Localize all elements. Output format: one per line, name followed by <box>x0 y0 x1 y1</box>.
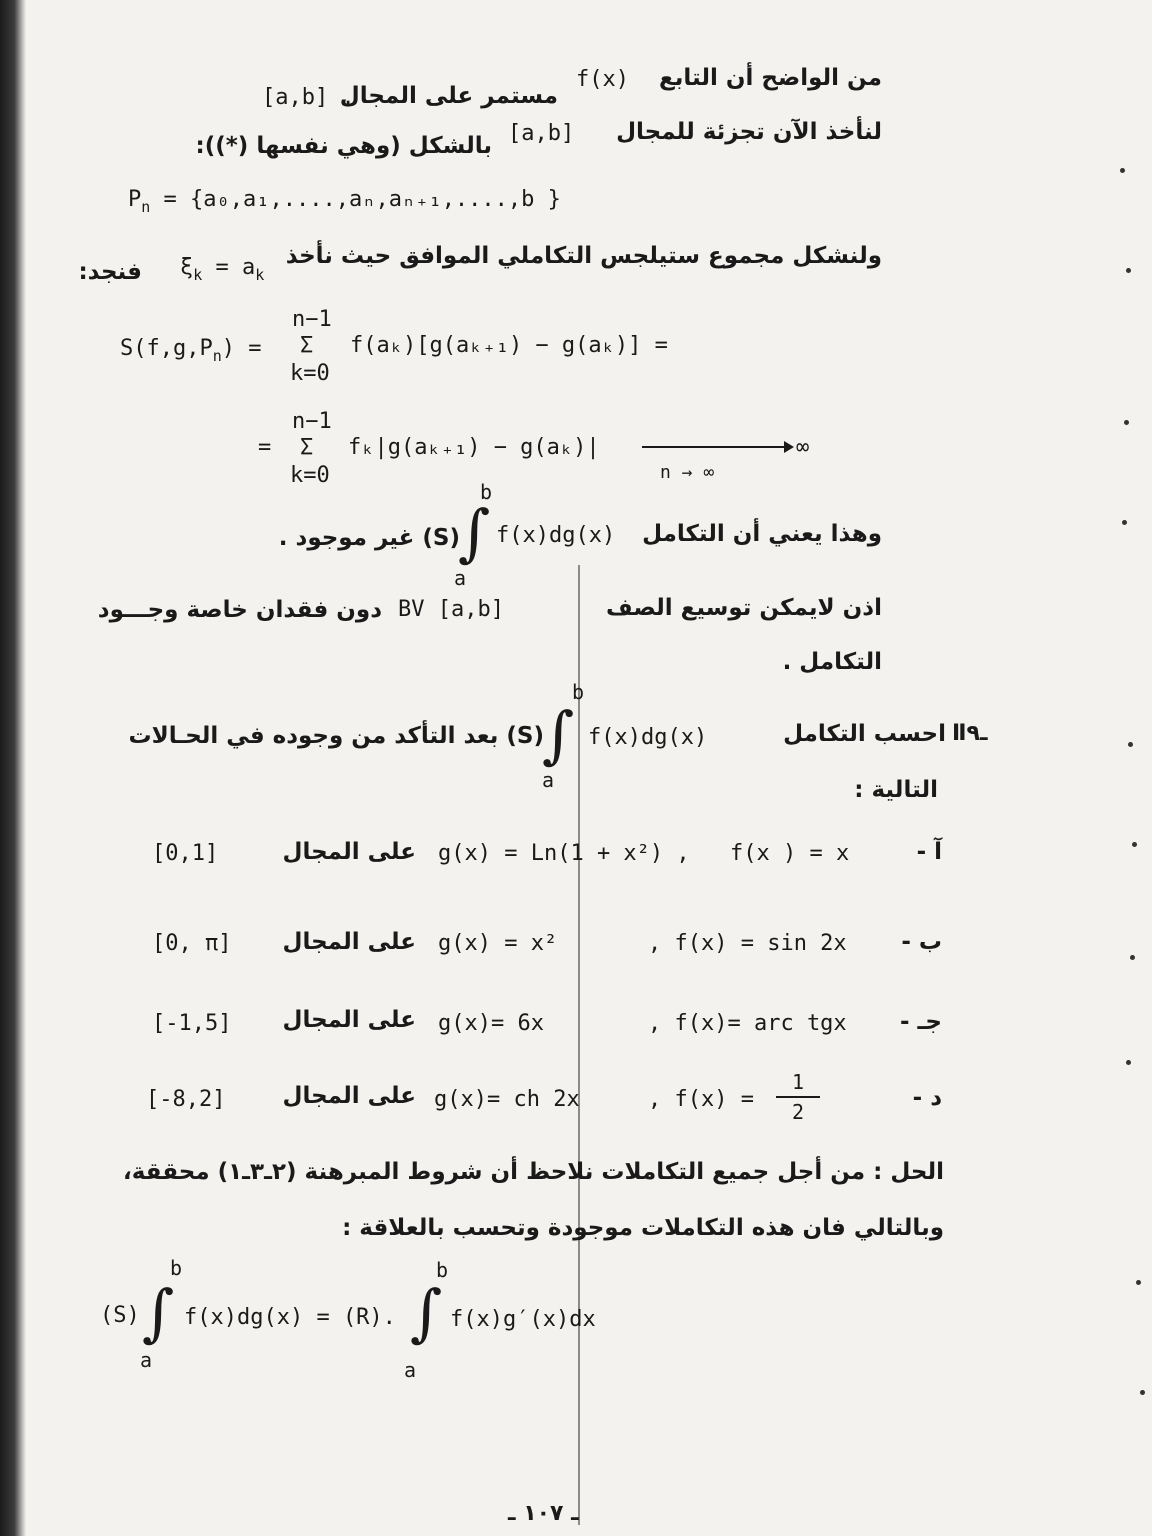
scan-speck <box>1126 268 1131 273</box>
case-b-g: g(x) = x² <box>438 931 558 956</box>
conclusion-tail: (S) غير موجود . <box>278 525 460 551</box>
scan-speck <box>1120 168 1125 173</box>
intro-line1-text: من الواضح أن التابع <box>659 65 882 91</box>
scan-speck <box>1140 1390 1145 1395</box>
case-c-g: g(x)= 6x <box>438 1011 544 1036</box>
case-d-fraction <box>776 1070 820 1124</box>
intro-line1-text2: مستمر على المجال <box>339 83 558 109</box>
case-d-g: g(x)= ch 2x <box>434 1087 580 1112</box>
scan-speck <box>1136 1280 1141 1285</box>
conclusion-text: وهذا يعني أن التكامل <box>642 521 882 547</box>
solution-line2: وبالتالي فان هذه التكاملات موجودة وتحسب بالعلاقة : <box>342 1215 944 1241</box>
limit-under: n → ∞ <box>660 462 715 483</box>
sum2-equals: = <box>258 435 272 460</box>
case-b-on: على المجال <box>282 929 416 955</box>
scan-speck <box>1122 520 1127 525</box>
solution-left-upper: b <box>170 1256 183 1280</box>
scan-speck <box>1128 742 1133 747</box>
solution-right-upper: b <box>436 1258 449 1282</box>
extend-text2: دون فقدان خاصة وجـــود <box>97 597 382 623</box>
case-c-label: جـ - <box>900 1009 942 1035</box>
exercise-text: احسب التكامل <box>783 721 946 747</box>
case-c-f: , f(x)= arc tgx <box>648 1011 847 1036</box>
extend-text: اذن لايمكن توسيع الصف <box>606 595 882 621</box>
limit-arrow <box>642 446 792 448</box>
intro-line2-interval: [a,b] <box>508 121 575 146</box>
exercise-lower: a <box>542 768 555 792</box>
extend-text3: التكامل . <box>782 649 882 675</box>
case-a-on: على المجال <box>282 839 416 865</box>
solution-left-label: (S) <box>100 1303 140 1328</box>
case-d-label: د - <box>912 1085 942 1111</box>
integral-sign: ∫ <box>458 496 491 569</box>
sum1-sigma: Σ <box>300 333 314 358</box>
sum1-upper: n−1 <box>292 307 332 332</box>
case-b-label: ب - <box>901 929 942 955</box>
exercise-upper: b <box>572 680 585 704</box>
conclusion-upper: b <box>480 480 493 504</box>
sum2-sigma: Σ <box>300 435 314 460</box>
fraction-numerator: 1 <box>791 1070 805 1094</box>
conclusion-integrand: f(x)dg(x) <box>496 523 616 548</box>
integral-sign: ∫ <box>410 1276 443 1349</box>
exercise-integrand: f(x)dg(x) <box>588 725 708 750</box>
case-a-label: آ - <box>916 839 942 865</box>
case-d-f: , f(x) = <box>648 1087 754 1112</box>
intro-line1-interval: [a,b] . <box>262 85 355 110</box>
integral-sign: ∫ <box>542 698 575 771</box>
intro-line1-fx: f(x) <box>576 67 629 92</box>
case-d-on: على المجال <box>282 1083 416 1109</box>
stieltjes-sum-choice: فنجد: <box>78 259 142 285</box>
solution-right-integrand: f(x)g′(x)dx <box>450 1307 596 1332</box>
case-b-interval: [0, π] <box>152 931 232 956</box>
binding-fold-line <box>578 565 580 1525</box>
case-a-interval: [0,1] <box>152 841 219 866</box>
extend-class: BV [a,b] <box>398 597 504 622</box>
sum2-body: fₖ|g(aₖ₊₁) − g(aₖ)| <box>348 435 600 460</box>
sum2-lower: k=0 <box>290 463 330 488</box>
limit-value: ∞ <box>796 435 810 460</box>
scan-speck <box>1126 1060 1131 1065</box>
case-c-on: على المجال <box>282 1007 416 1033</box>
scan-speck <box>1132 842 1137 847</box>
case-c-interval: [-1,5] <box>152 1011 232 1036</box>
case-d-interval: [-8,2] <box>146 1087 226 1112</box>
integral-sign: ∫ <box>142 1276 175 1349</box>
solution-left-integrand: f(x)dg(x) = (R). <box>184 1305 396 1330</box>
solution-left-lower: a <box>140 1348 153 1372</box>
exercise-number: Ⅱـ٩ <box>952 721 988 746</box>
fraction-bar <box>776 1096 820 1098</box>
sum1-body: f(aₖ)[g(aₖ₊₁) − g(aₖ)] = <box>350 333 668 358</box>
fraction-denominator: 2 <box>791 1100 805 1124</box>
solution-line1: الحل : من أجل جميع التكاملات نلاحظ أن شروط المبرهنة (٢ـ٣ـ١) محققة، <box>122 1159 944 1185</box>
scan-speck <box>1130 955 1135 960</box>
intro-line2-text: لنأخذ الآن تجزئة للمجال <box>616 119 882 145</box>
stieltjes-sum-text: ولنشكل مجموع ستيلجس التكاملي الموافق حيث نأخذ <box>285 243 882 269</box>
tag-choice: $\xi_k = a_k$ <box>180 255 265 284</box>
partition-formula: $P_n = \{a_0,a_1,....,a_n,a_{n+1},....,b$ } <box>128 187 561 216</box>
exercise-tail: (S) بعد التأكد من وجوده في الحـالات <box>128 723 544 749</box>
solution-right-lower: a <box>404 1358 417 1382</box>
intro-line2-text2: بالشكل (وهي نفسها (*)): <box>195 133 492 159</box>
page-shadow-edge <box>0 0 26 1536</box>
sum1-lhs: $S(f,g,P_n)$ = <box>120 336 262 365</box>
case-a-f: f(x ) = x <box>730 841 850 866</box>
page-number: ـ ١٠٧ ـ <box>508 1501 579 1526</box>
case-b-f: , f(x) = sin 2x <box>648 931 847 956</box>
partition-set: {a₀,a₁,....,aₙ,aₙ₊₁,....,b } <box>190 187 561 212</box>
exercise-tail2: التالية : <box>854 777 938 803</box>
scan-speck <box>1124 420 1129 425</box>
sum1-lower: k=0 <box>290 361 330 386</box>
conclusion-lower: a <box>454 566 467 590</box>
sum2-upper: n−1 <box>292 409 332 434</box>
case-a-g: g(x) = Ln(1 + x²) , <box>438 841 690 866</box>
